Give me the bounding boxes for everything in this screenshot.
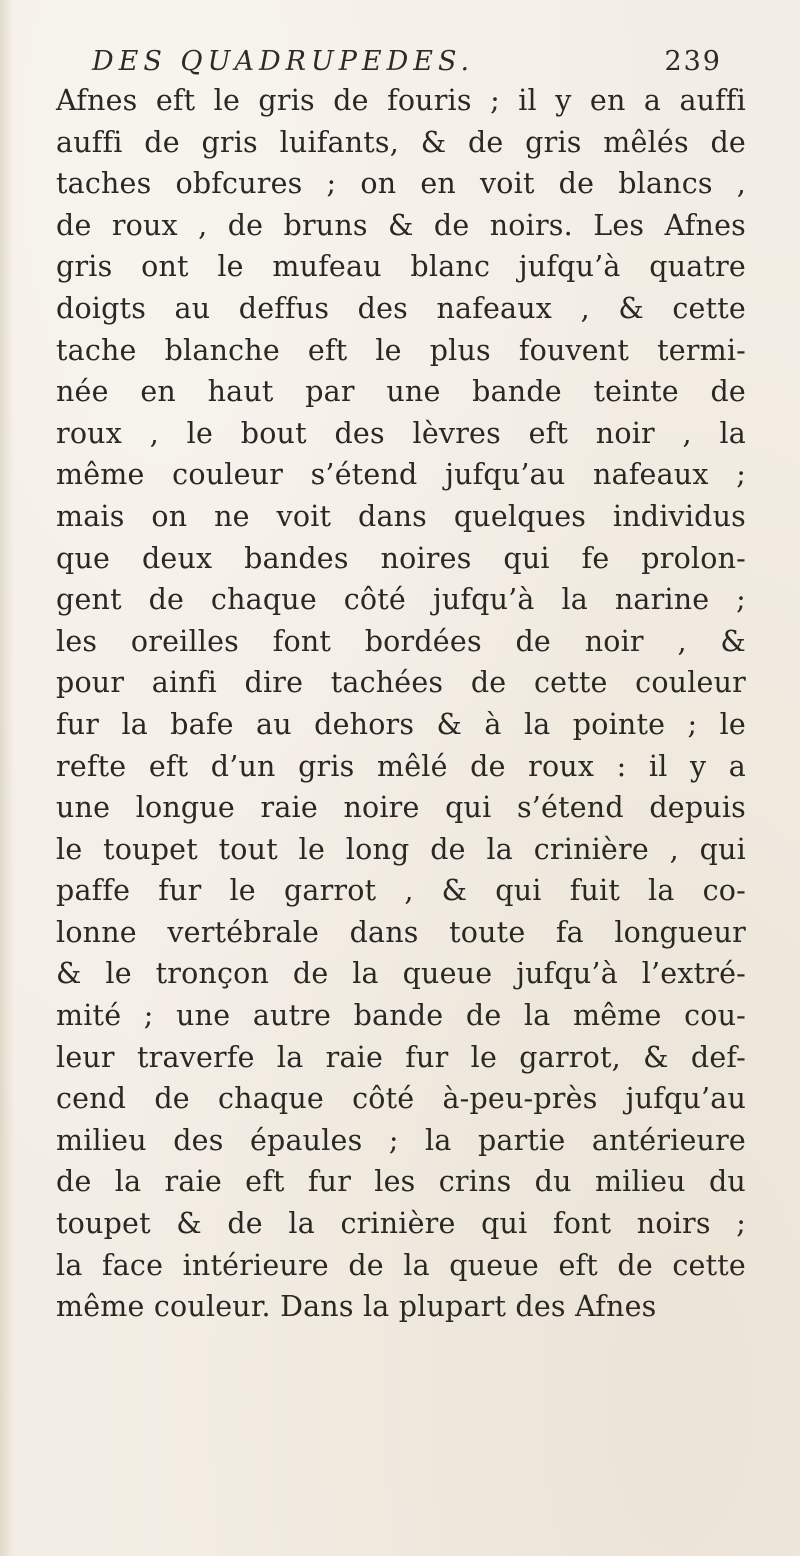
text-line: Afnes eft le gris de fouris ; il y en a auffi <box>56 84 746 117</box>
text-line: que deux bandes noires qui fe prolon- <box>56 541 746 575</box>
text-line: taches obfcures ; on en voit de blancs , <box>56 167 746 201</box>
text-line: une longue raie noire qui s’étend depuis <box>56 791 746 825</box>
text-line: gris ont le mufeau blanc jufqu’à quatre <box>56 250 746 284</box>
text-line: cend de chaque côté à-peu-près jufqu’au <box>56 1082 746 1116</box>
text-line: refte eft d’un gris mêlé de roux : il y a <box>56 749 746 783</box>
text-line: de la raie eft fur les crins du milieu du <box>56 1165 746 1199</box>
text-line: de roux , de bruns & de noirs. Les Afnes <box>56 208 746 242</box>
running-title: DES QUADRUPEDES. <box>92 46 475 77</box>
text-line: toupet & de la crinière qui font noirs ; <box>56 1207 746 1241</box>
page-gutter-shadow <box>0 0 14 1556</box>
text-line: les oreilles font bordées de noir , & <box>56 624 746 658</box>
text-line: née en haut par une bande teinte de <box>56 375 746 409</box>
text-line: mais on ne voit dans quelques individus <box>56 499 746 533</box>
text-line: même couleur s’étend jufqu’au nafeaux ; <box>56 458 746 492</box>
text-line: même couleur. Dans la plupart des Afnes <box>56 1290 657 1324</box>
text-line: roux , le bout des lèvres eft noir , la <box>56 416 746 450</box>
text-line: pour ainfi dire tachées de cette couleur <box>56 666 746 700</box>
text-line: mité ; une autre bande de la même cou- <box>56 999 746 1033</box>
text-line: la face intérieure de la queue eft de cette <box>56 1248 746 1282</box>
text-line: paffe fur le garrot , & qui fuit la co- <box>56 874 746 908</box>
text-line: auffi de gris luifants, & de gris mêlés de <box>56 125 746 159</box>
text-line: fur la bafe au dehors & à la pointe ; le <box>56 707 746 741</box>
page-number: 239 <box>664 46 722 77</box>
text-line: lonne vertébrale dans toute fa longueur <box>56 915 746 949</box>
text-line: gent de chaque côté jufqu’à la narine ; <box>56 583 746 617</box>
text-line: tache blanche eft le plus fouvent termi- <box>56 333 746 367</box>
body-text <box>56 80 746 1328</box>
text-line: & le tronçon de la queue jufqu’à l’extré- <box>56 957 746 991</box>
text-line: leur traverfe la raie fur le garrot, & def- <box>56 1040 746 1074</box>
text-line: doigts au deffus des nafeaux , & cette <box>56 291 746 325</box>
text-line: milieu des épaules ; la partie antérieure <box>56 1123 746 1157</box>
text-line: le toupet tout le long de la crinière , qui <box>56 832 746 866</box>
